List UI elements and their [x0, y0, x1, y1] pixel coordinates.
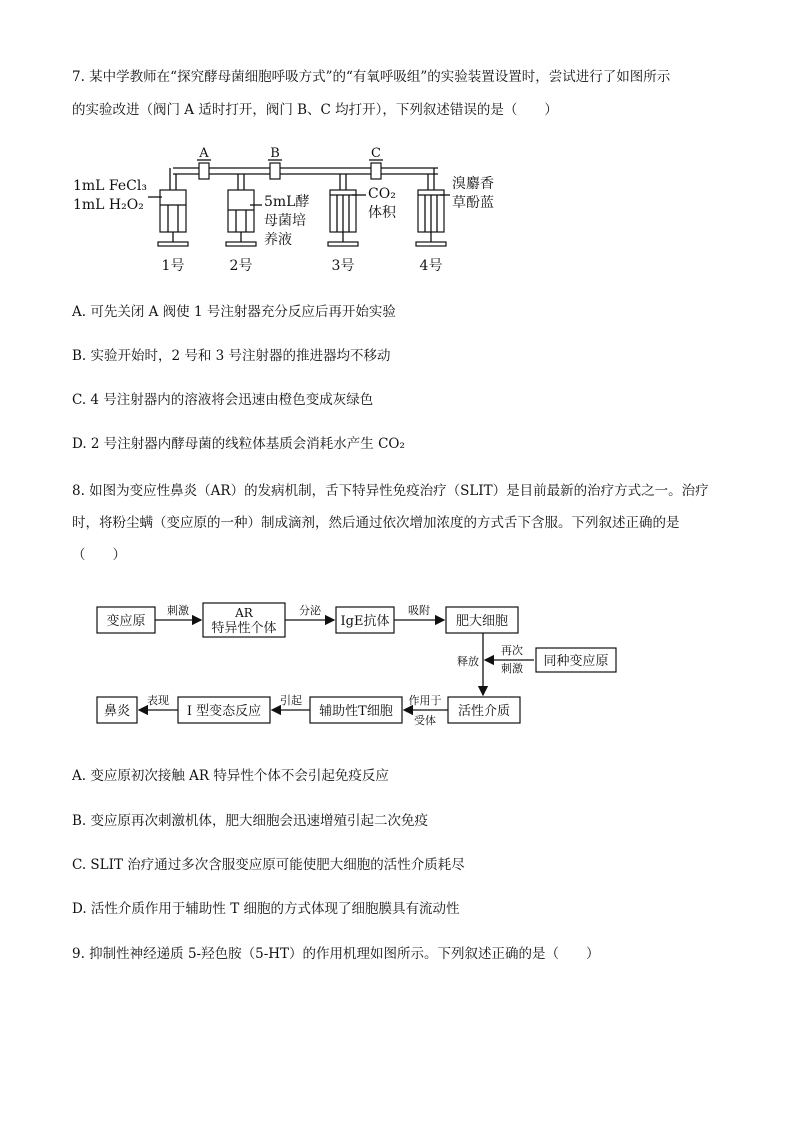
valve-a [197, 160, 211, 179]
syringe-1-number: 1号 [161, 258, 185, 274]
valve-a-label: A [199, 146, 209, 161]
syringe-2 [226, 190, 256, 246]
secrete-label: 分泌 [299, 604, 321, 617]
syringe-4-content-line1: 溴麝香 [452, 176, 494, 192]
syringe-2-number: 2号 [229, 258, 253, 274]
syringe-1-content-line1: 1mL FeCl₃ [73, 178, 147, 194]
manifest-label: 表现 [147, 694, 169, 707]
cause-label: 引起 [280, 694, 302, 707]
syringe-3 [328, 190, 358, 246]
syringe-2-content-line2: 母菌培 [264, 213, 306, 229]
valve-b-label: B [270, 146, 280, 161]
again-label-line1: 再次 [501, 644, 523, 657]
adsorb-label: 吸附 [408, 604, 430, 617]
ige-label: IgE抗体 [340, 614, 390, 629]
q8-stem-line1: 8. 如图为变应性鼻炎（AR）的发病机制，舌下特异性免疫治疗（SLIT）是目前最新的治疗方式之一。治疗 [72, 483, 709, 499]
q7-option-c: C. 4 号注射器内的溶液将会迅速由橙色变成灰绿色 [72, 392, 374, 408]
q7-option-b: B. 实验开始时，2 号和 3 号注射器的推进器均不移动 [72, 348, 391, 364]
q9-stem-line1: 9. 抑制性神经递质 5-羟色胺（5-HT）的作用机理如图所示。下列叙述正确的是（ ） [72, 946, 600, 962]
q8-mechanism-figure [90, 595, 609, 730]
q8-option-b: B. 变应原再次刺激机体，肥大细胞会迅速增殖引起二次免疫 [72, 813, 429, 829]
q7-stem-line1: 7. 某中学教师在“探究酵母菌细胞呼吸方式”的“有氧呼吸组”的实验装置设置时，尝试进行了如图所示 [72, 69, 671, 85]
valve-b [268, 160, 282, 179]
q8-option-a: A. 变应原初次接触 AR 特异性个体不会引起免疫反应 [72, 768, 389, 784]
mast-cell-label: 肥大细胞 [455, 614, 509, 629]
q7-option-a: A. 可先关闭 A 阀使 1 号注射器充分反应后再开始实验 [72, 304, 396, 320]
helper-t-label: 辅助性T细胞 [319, 704, 393, 719]
valve-c [369, 160, 383, 179]
type1-label: Ⅰ 型变态反应 [186, 704, 262, 719]
q7-stem-line2: 的实验改进（阀门 A 适时打开，阀门 B、C 均打开），下列叙述错误的是（ ） [72, 102, 558, 118]
syringe-1-content-line2: 1mL H₂O₂ [73, 197, 144, 213]
again-label-line2: 刺激 [501, 662, 523, 675]
ar-label-line1: AR [235, 606, 253, 620]
q8-stem-line2: 时，将粉尘螨（变应原的一种）制成滴剂，然后通过依次增加浓度的方式舌下含服。下列叙述正确的是 [72, 515, 680, 531]
syringe-2-content-line1: 5mL酵 [264, 194, 310, 210]
q7-syringe-figure [60, 136, 520, 281]
syringe-4-number: 4号 [419, 258, 443, 274]
act-on-label-line1: 作用于 [408, 694, 442, 707]
same-allergen-label: 同种变应原 [543, 654, 609, 669]
allergen-label: 变应原 [106, 614, 146, 629]
act-on-label-line2: 受体 [414, 714, 436, 727]
syringe-1 [158, 190, 188, 246]
q8-stem-line3: （ ） [72, 547, 126, 563]
stim-label: 刺激 [167, 604, 189, 617]
syringe-4-content-line2: 草酚蓝 [452, 195, 494, 211]
rhinitis-label: 鼻炎 [103, 704, 131, 719]
q8-option-c: C. SLIT 治疗通过多次含服变应原可能使肥大细胞的活性介质耗尽 [72, 857, 465, 873]
syringe-3-label-line1: CO₂ [368, 186, 396, 202]
syringe-3-label-line2: 体积 [368, 205, 396, 221]
syringe-3-number: 3号 [331, 258, 355, 274]
valve-c-label: C [371, 146, 381, 161]
syringe-4 [416, 190, 446, 246]
release-label: 释放 [457, 655, 479, 668]
active-mediator-label: 活性介质 [457, 704, 511, 719]
ar-label-line2: 特异性个体 [211, 621, 277, 636]
q8-option-d: D. 活性介质作用于辅助性 T 细胞的方式体现了细胞膜具有流动性 [72, 901, 460, 917]
syringe-2-content-line3: 养液 [264, 232, 292, 248]
q7-option-d: D. 2 号注射器内酵母菌的线粒体基质会消耗水产生 CO₂ [72, 436, 405, 452]
